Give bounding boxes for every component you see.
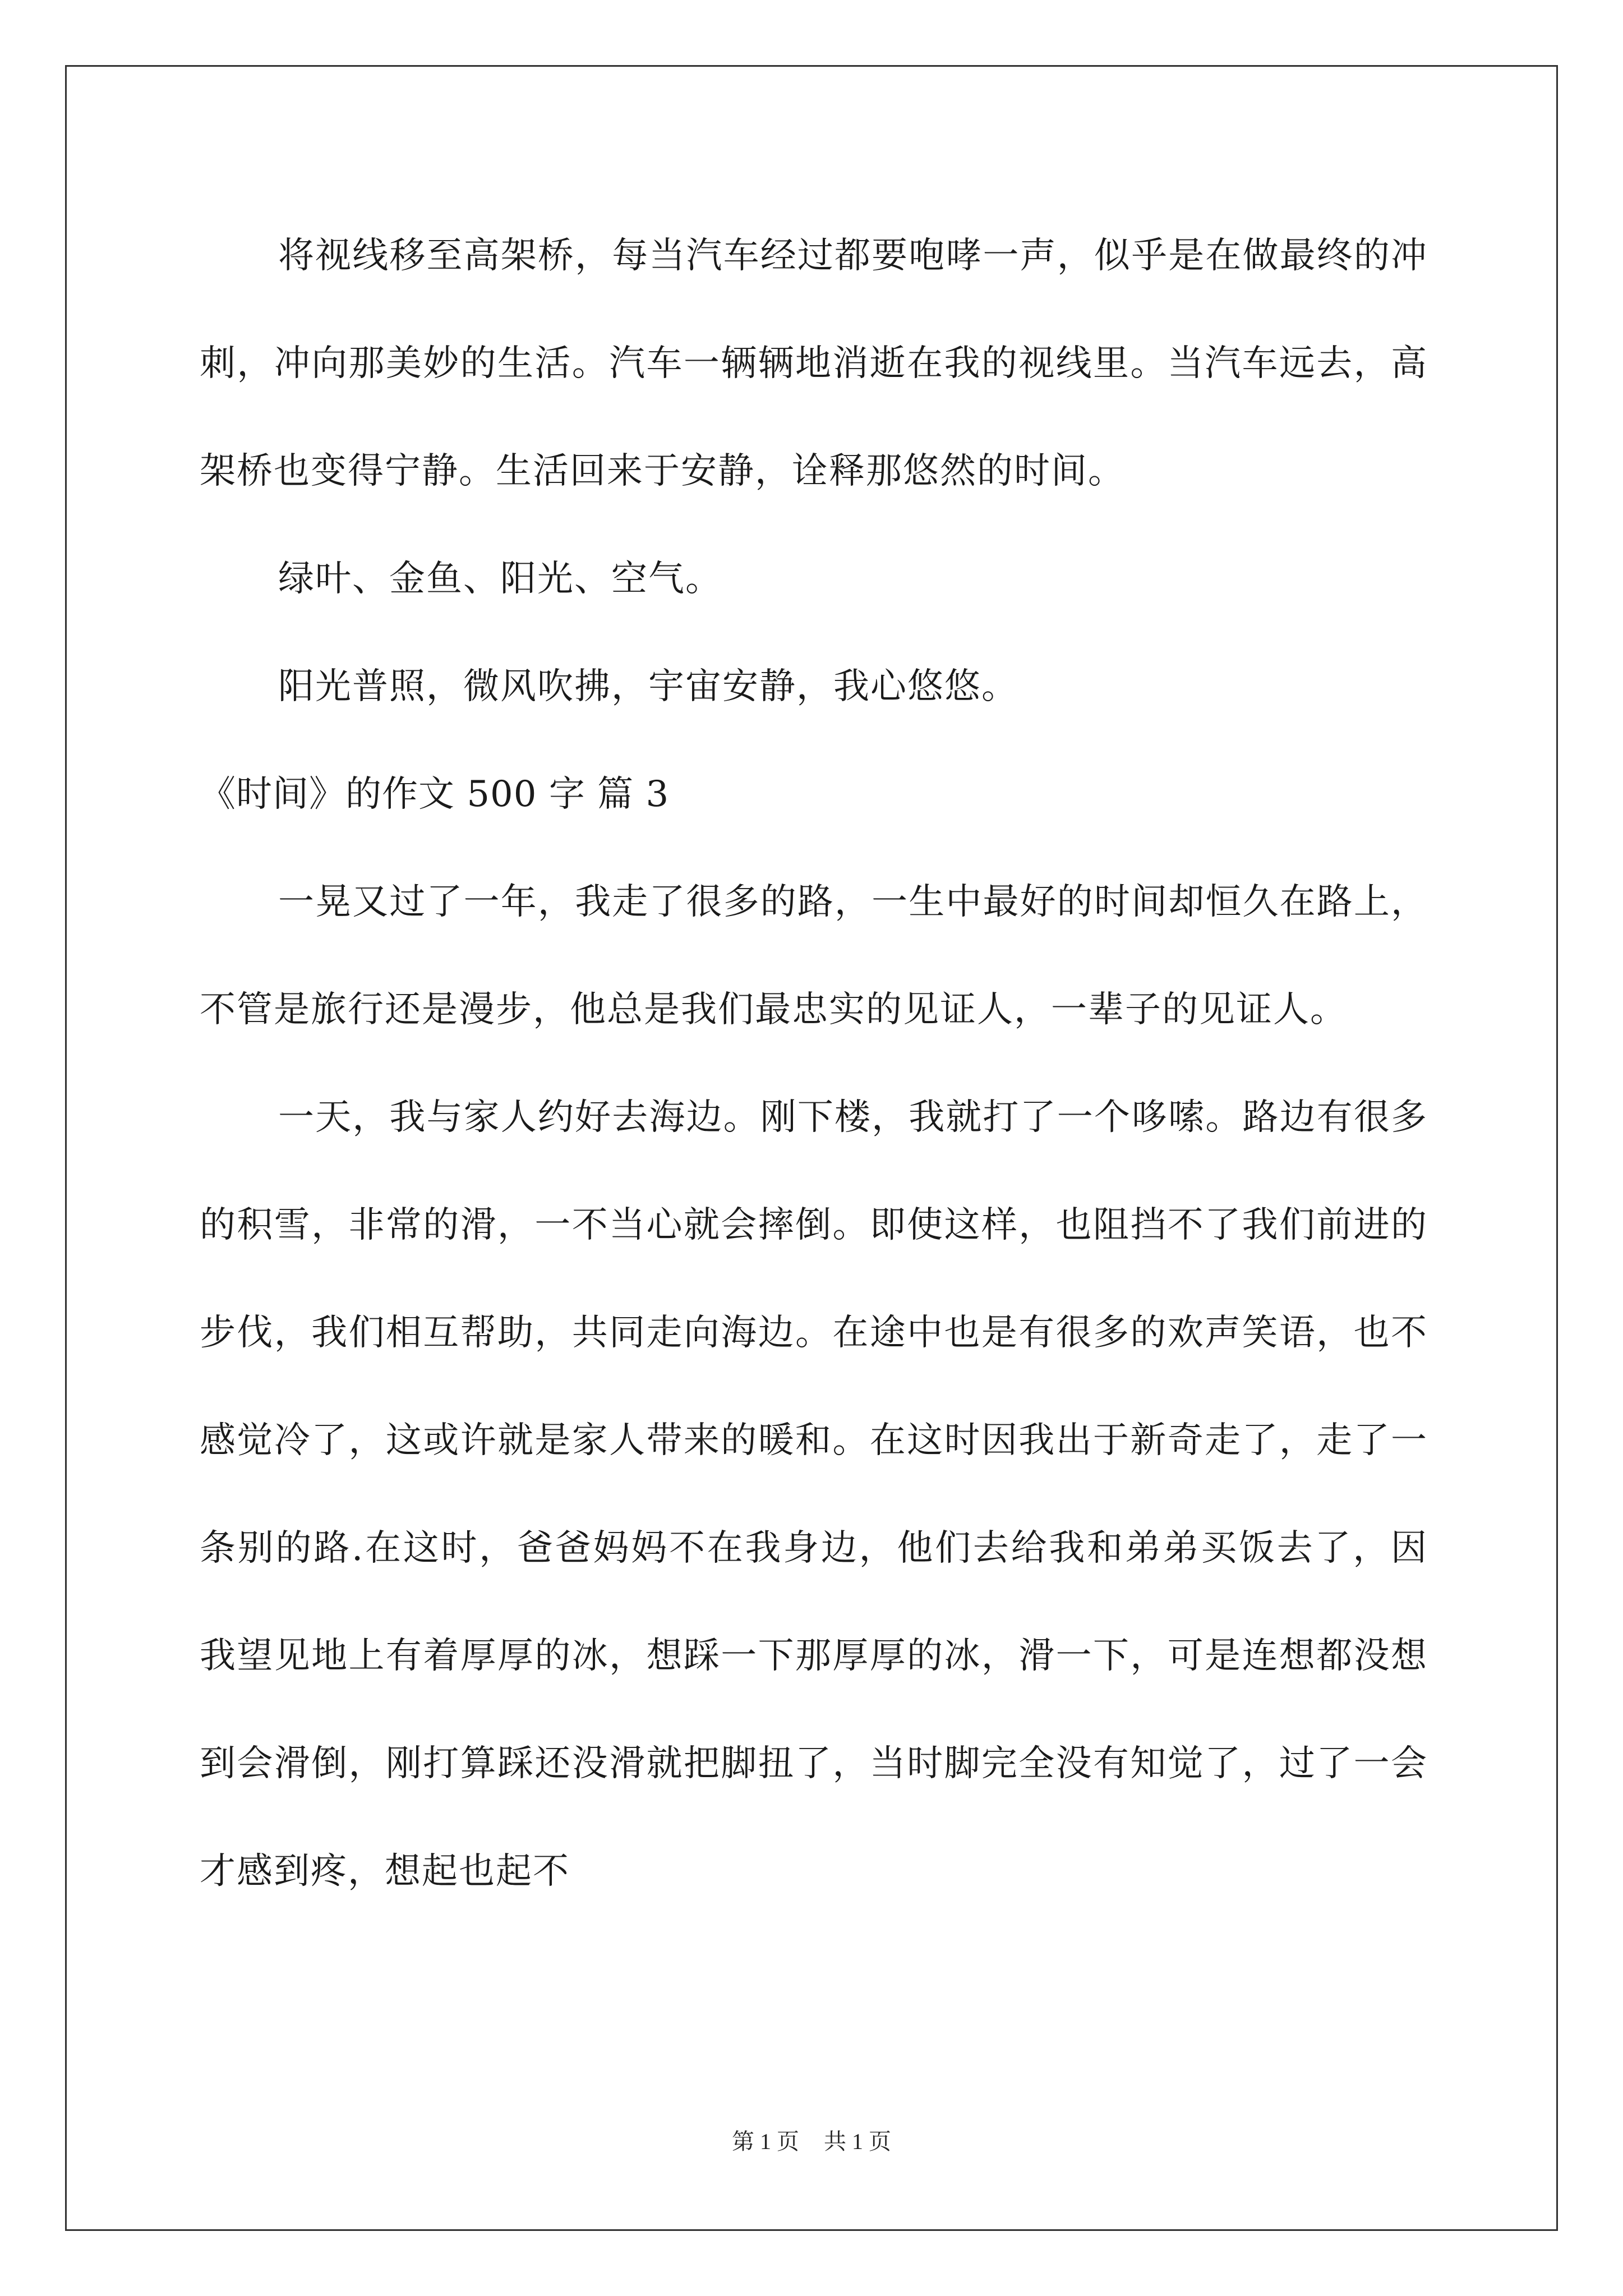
section-heading: 《时间》的作文 500 字 篇 3 — [200, 774, 670, 815]
paragraph: 一晃又过了一年，我走了很多的路，一生中最好的时间却恒久在路上，不管是旅行还是漫步，他总是我们最忠实的见证人，一辈子的见证人。 — [200, 881, 1428, 1030]
paragraph: 阳光普照，微风吹拂，宇宙安静，我心悠悠。 — [278, 666, 1018, 707]
page-footer — [0, 2125, 1623, 2159]
paragraph: 绿叶、金鱼、阳光、空气。 — [278, 558, 722, 600]
paragraph: 一天，我与家人约好去海边。刚下楼，我就打了一个哆嗦。路边有很多的积雪，非常的滑，一不当心就会摔倒。即使这样，也阻挡不了我们前进的步伐，我们相互帮助，共同走向海边。在途中也是有很多的欢声笑语，也不感觉冷了，这或许就是家人带来的暖和。在这时因我出于新奇走了，走了一条别的路.在这时，爸爸妈妈不在我身边，他们去给我和弟弟买饭去了，因我望见地上有着厚厚的冰，想踩一下那厚厚的冰，滑一下，可是连想都没想到会滑倒，刚打算踩还没滑就把脚扭了，当时脚完全没有知觉了，过了一会才感到疼，想起也起不 — [200, 1097, 1428, 1892]
page-number: 第 1 页 — [732, 2129, 799, 2154]
document-body — [200, 202, 1428, 1925]
paragraph: 将视线移至高架桥，每当汽车经过都要咆哮一声，似乎是在做最终的冲刺，冲向那美妙的生活。汽车一辆辆地消逝在我的视线里。当汽车远去，高架桥也变得宁静。生活回来于安静，诠释那悠然的时间。 — [200, 235, 1428, 492]
page-total: 共 1 页 — [824, 2129, 891, 2154]
